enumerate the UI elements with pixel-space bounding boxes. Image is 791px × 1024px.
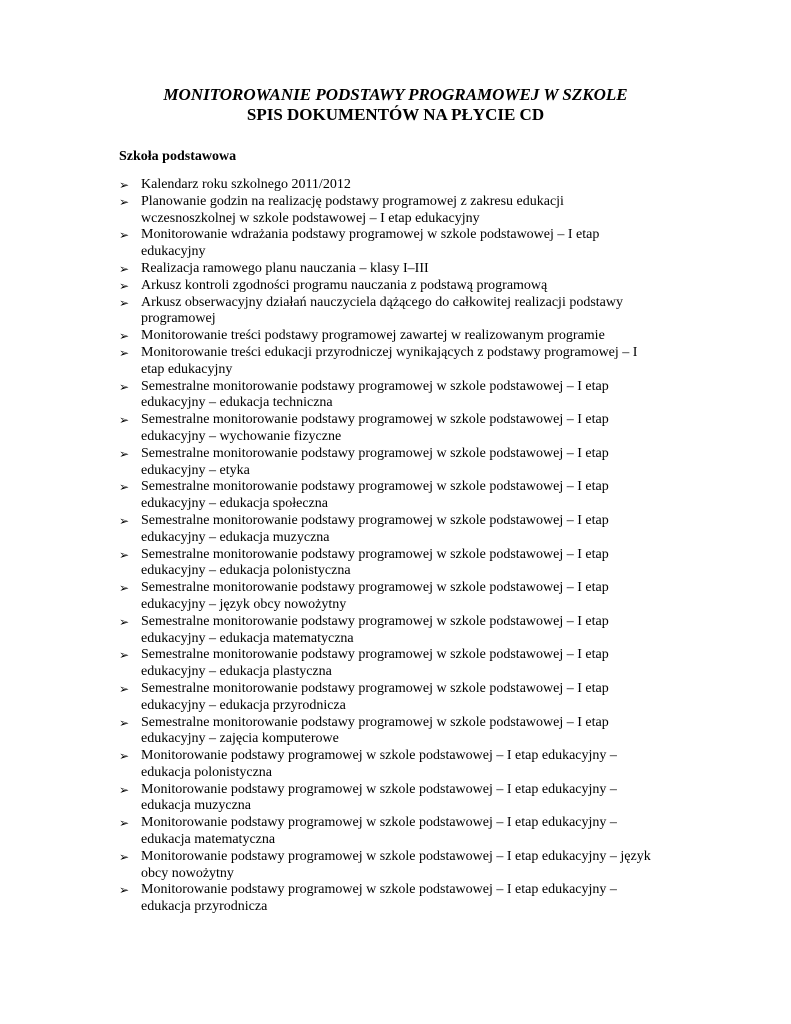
list-item [0,194,661,228]
list-item [0,748,661,782]
arrowhead-bullet-icon: ➢ [119,194,130,209]
list-item-text: Semestralne monitorowanie podstawy programowej w szkole podstawowej – I etap edukacyjny – etyka [141,445,609,478]
list-item-text: Semestralne monitorowanie podstawy programowej w szkole podstawowej – I etap edukacyjny – edukacja techniczna [141,378,609,411]
arrowhead-bullet-icon: ➢ [119,446,130,461]
document-title [0,85,791,125]
list-item-text: Monitorowanie podstawy programowej w szkole podstawowej – I etap edukacyjny – edukacja polonistyczna [141,748,617,780]
list-item-text: Semestralne monitorowanie podstawy programowej w szkole podstawowej – I etap edukacyjny – edukacja społeczna [141,479,609,512]
list-item-text: Semestralne monitorowanie podstawy programowej w szkole podstawowej – I etap edukacyjny – edukacja muzyczna [141,512,609,545]
arrowhead-bullet-icon: ➢ [119,513,130,528]
list-item-text: Arkusz obserwacyjny działań nauczyciela dążącego do całkowitej realizacji podstawy programowej [141,294,624,327]
arrowhead-bullet-icon: ➢ [119,547,130,562]
list-item [0,580,661,614]
list-item [0,614,661,648]
list-item [0,513,661,547]
list-item [0,227,661,261]
list-item-text: Monitorowanie treści edukacji przyrodniczej wynikających z podstawy programowej – I etap edukacyjny [141,344,638,377]
arrowhead-bullet-icon: ➢ [119,261,130,276]
arrowhead-bullet-icon: ➢ [119,480,130,495]
arrowhead-bullet-icon: ➢ [119,782,130,797]
arrowhead-bullet-icon: ➢ [119,715,130,730]
list-item-text: Semestralne monitorowanie podstawy programowej w szkole podstawowej – I etap edukacyjny – edukacja plastyczna [141,647,609,680]
document-list [0,177,791,916]
list-item-text: Semestralne monitorowanie podstawy programowej w szkole podstawowej – I etap edukacyjny – edukacja polonistyczna [141,546,609,579]
arrowhead-bullet-icon: ➢ [119,329,130,344]
arrowhead-bullet-icon: ➢ [119,278,130,293]
list-item [0,328,661,345]
arrowhead-bullet-icon: ➢ [119,228,130,243]
list-item [0,547,661,581]
arrowhead-bullet-icon: ➢ [119,749,130,764]
section-heading: Szkoła podstawowa [119,149,237,164]
list-item [0,782,661,816]
arrowhead-bullet-icon: ➢ [119,379,130,394]
list-item [0,479,661,513]
list-item-text: Realizacja ramowego planu nauczania – klasy I–III [141,260,429,276]
arrowhead-bullet-icon: ➢ [119,345,130,360]
list-item [0,345,661,379]
list-item [0,261,661,278]
arrowhead-bullet-icon: ➢ [119,581,130,596]
list-item [0,882,661,916]
arrowhead-bullet-icon: ➢ [119,849,130,864]
arrowhead-bullet-icon: ➢ [119,681,130,696]
arrowhead-bullet-icon: ➢ [119,178,130,192]
list-item [0,849,661,883]
list-item [0,681,661,715]
list-item [0,715,661,749]
list-item-text: Monitorowanie wdrażania podstawy programowej w szkole podstawowej – I etap edukacyjny [141,227,600,260]
list-item [0,278,661,295]
list-item-text: Semestralne monitorowanie podstawy programowej w szkole podstawowej – I etap edukacyjny – edukacja matematyczna [141,613,609,646]
list-item-text: Planowanie godzin na realizację podstawy programowej z zakresu edukacji wczesnoszkolnej w szkole podstawowej – I etap edukacyjny [141,193,564,226]
arrowhead-bullet-icon: ➢ [119,614,130,629]
list-item-text: Arkusz kontroli zgodności programu nauczania z podstawą programową [141,277,548,293]
list-item [0,379,661,413]
document-title-line2: SPIS DOKUMENTÓW NA PŁYCIE CD [246,105,545,124]
list-item [0,647,661,681]
arrowhead-bullet-icon: ➢ [119,816,130,831]
list-item [0,815,661,849]
list-item-text: Semestralne monitorowanie podstawy programowej w szkole podstawowej – I etap edukacyjny – język obcy nowożytny [141,580,609,612]
arrowhead-bullet-icon: ➢ [119,883,130,898]
document-title-line1: MONITOROWANIE PODSTAWY PROGRAMOWEJ W SZKOLE [163,85,628,104]
list-item-text: Kalendarz roku szkolnego 2011/2012 [141,177,351,192]
list-item [0,412,661,446]
arrowhead-bullet-icon: ➢ [119,295,130,310]
list-item-text: Monitorowanie treści podstawy programowej zawartej w realizowanym programie [141,328,605,344]
list-item-text: Monitorowanie podstawy programowej w szkole podstawowej – I etap edukacyjny – język obcy nowożytny [141,848,651,881]
list-item [0,446,661,480]
list-item [0,295,661,329]
list-item-text: Semestralne monitorowanie podstawy programowej w szkole podstawowej – I etap edukacyjny – wychowanie fizyczne [141,412,609,444]
list-item-text: Monitorowanie podstawy programowej w szkole podstawowej – I etap edukacyjny – edukacja muzyczna [141,781,617,814]
arrowhead-bullet-icon: ➢ [119,413,130,428]
list-item [0,177,661,194]
arrowhead-bullet-icon: ➢ [119,648,130,663]
list-item-text: Monitorowanie podstawy programowej w szkole podstawowej – I etap edukacyjny – edukacja matematyczna [141,815,617,848]
list-item-text: Monitorowanie podstawy programowej w szkole podstawowej – I etap edukacyjny – edukacja przyrodnicza [141,882,617,915]
list-item-text: Semestralne monitorowanie podstawy programowej w szkole podstawowej – I etap edukacyjny – edukacja przyrodnicza [141,680,609,713]
list-item-text: Semestralne monitorowanie podstawy programowej w szkole podstawowej – I etap edukacyjny – zajęcia komputerowe [141,714,609,747]
